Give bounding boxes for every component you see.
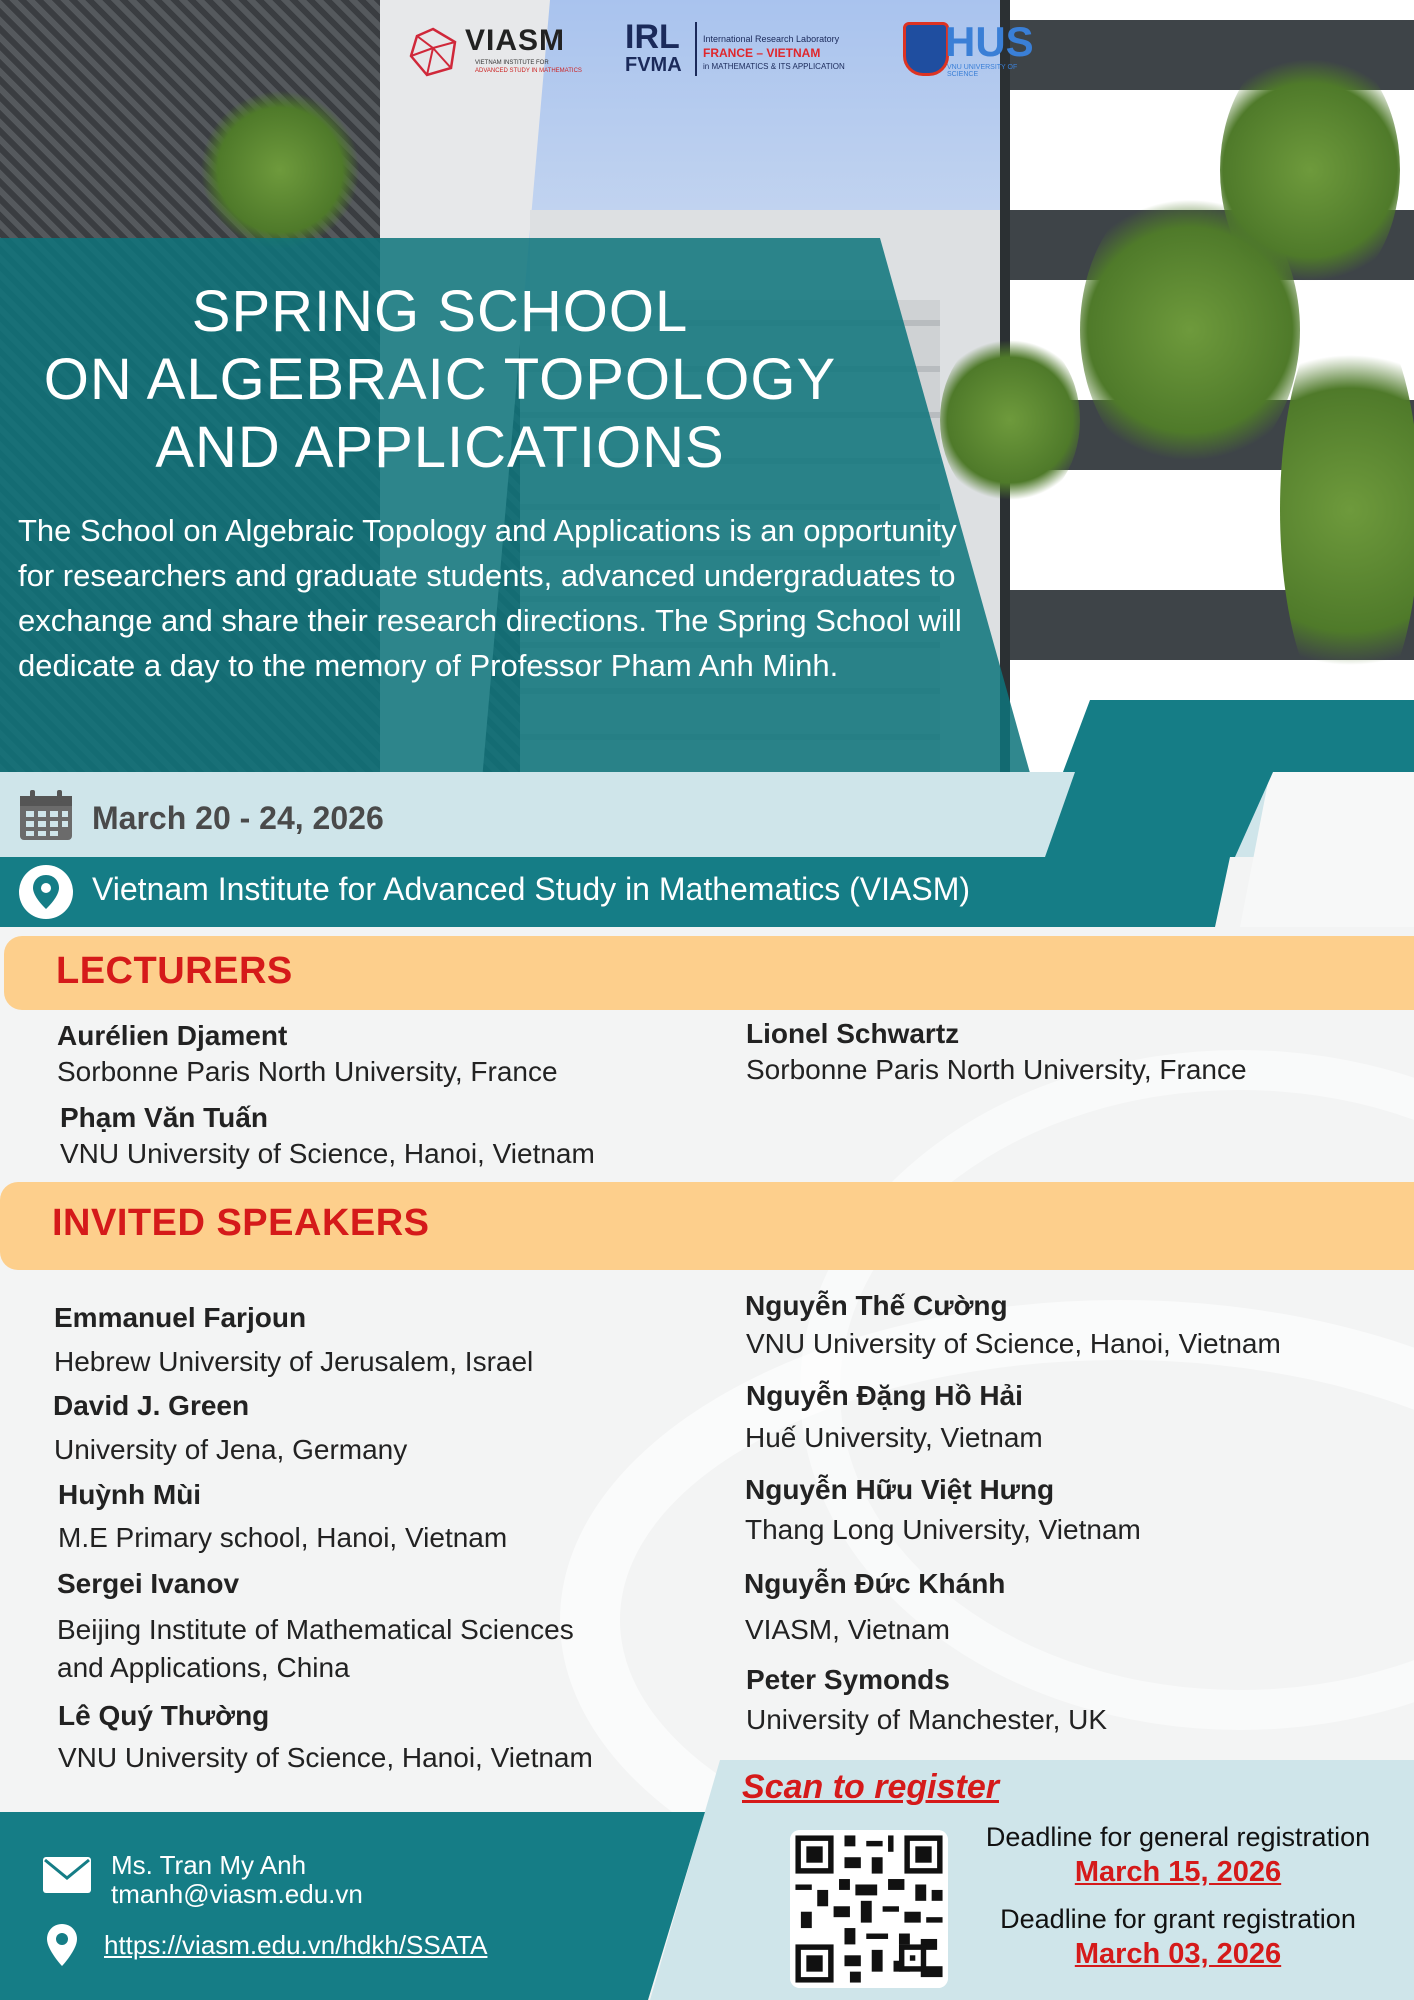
hus-wordmark: HUS: [945, 18, 1034, 65]
viasm-wordmark: VIASM: [465, 24, 566, 57]
lecturer-name: Phạm Văn Tuấn: [60, 1102, 268, 1133]
general-deadline-date: March 15, 2026: [1074, 1856, 1282, 1888]
scan-to-register-label: Scan to register: [742, 1768, 999, 1806]
speaker-affiliation: Thang Long University, Vietnam: [745, 1514, 1141, 1545]
speaker-name: Nguyễn Thế Cường: [745, 1290, 1008, 1321]
irl-wordmark: IRL: [625, 18, 680, 56]
decor-corner: [1060, 700, 1414, 780]
fvma-wordmark: FVMA: [625, 54, 682, 76]
speaker-name: Emmanuel Farjoun: [54, 1302, 307, 1333]
speaker-name: Lê Quý Thường: [58, 1700, 270, 1731]
hus-subtitle: VNU UNIVERSITY OF SCIENCE: [947, 64, 1018, 78]
viasm-logo: [407, 22, 597, 82]
greenery: [1280, 300, 1414, 720]
speaker-name: Sergei Ivanov: [57, 1568, 240, 1599]
speaker-affiliation: University of Manchester, UK: [746, 1704, 1108, 1735]
speaker-name: Nguyễn Hữu Việt Hưng: [745, 1474, 1055, 1505]
viasm-subtitle: VIETNAM INSTITUTE FOR: [475, 60, 549, 66]
lecturer-name: Aurélien Djament: [57, 1020, 288, 1051]
speaker-affiliation: M.E Primary school, Hanoi, Vietnam: [58, 1522, 508, 1553]
greenery: [200, 90, 360, 250]
lecturers-heading: LECTURERS: [56, 950, 293, 992]
event-location: Vietnam Institute for Advanced Study in Mathematics (VIASM): [92, 871, 971, 907]
speaker-name: Peter Symonds: [746, 1664, 950, 1695]
greenery: [940, 330, 1080, 510]
speaker-name: Nguyễn Đặng Hồ Hải: [746, 1380, 1023, 1411]
speaker-affiliation: Hebrew University of Jerusalem, Israel: [54, 1346, 534, 1377]
grant-deadline-label: Deadline for grant registration: [1000, 1904, 1356, 1934]
hus-shield-icon: [903, 22, 949, 76]
speaker-affiliation: Huế University, Vietnam: [745, 1422, 1043, 1453]
lecturer-affiliation: VNU University of Science, Hanoi, Vietnam: [60, 1138, 595, 1169]
lecturer-affiliation: Sorbonne Paris North University, France: [746, 1054, 1247, 1085]
speaker-name: David J. Green: [53, 1390, 250, 1421]
title-line-2: ON ALGEBRAIC TOPOLOGY: [43, 347, 837, 412]
speaker-affiliation: VIASM, Vietnam: [745, 1614, 950, 1645]
irl-line3: in MATHEMATICS & ITS APPLICATION: [703, 62, 845, 71]
viasm-polyhedron-icon: [407, 26, 459, 78]
contact-email[interactable]: tmanh@viasm.edu.vn: [111, 1879, 363, 1909]
mail-icon: [42, 1856, 92, 1894]
speaker-affiliation: University of Jena, Germany: [54, 1434, 408, 1465]
speakers-heading: INVITED SPEAKERS: [52, 1202, 430, 1244]
decor-slant-teal: [1045, 772, 1275, 857]
qr-code[interactable]: [790, 1830, 948, 1988]
irl-line2: FRANCE – VIETNAM: [703, 46, 821, 60]
general-deadline-label: Deadline for general registration: [985, 1822, 1371, 1852]
calendar-icon: [18, 790, 74, 842]
speaker-affiliation: Beijing Institute of Mathematical Sciences: [57, 1614, 574, 1645]
contact-name: Ms. Tran My Anh: [111, 1850, 307, 1880]
lecturer-name: Lionel Schwartz: [746, 1018, 960, 1049]
event-url-link[interactable]: https://viasm.edu.vn/hdkh/SSATA: [104, 1930, 488, 1960]
location-pin-icon: [18, 864, 74, 920]
speaker-name: Nguyễn Đức Khánh: [744, 1568, 1006, 1599]
event-date: March 20 - 24, 2026: [92, 800, 384, 836]
speaker-affiliation-cont: and Applications, China: [57, 1652, 350, 1683]
title-line-3: AND APPLICATIONS: [155, 415, 725, 480]
speaker-affiliation: VNU University of Science, Hanoi, Vietnam: [58, 1742, 593, 1773]
title-line-1: SPRING SCHOOL: [191, 279, 689, 344]
viasm-subtitle-red: ADVANCED STUDY IN MATHEMATICS: [475, 68, 582, 74]
decor-slant: [1240, 772, 1414, 927]
greenery: [1220, 40, 1400, 300]
logo-divider: [695, 22, 697, 76]
grant-deadline-date: March 03, 2026: [1074, 1938, 1282, 1970]
lecturer-affiliation: Sorbonne Paris North University, France: [57, 1056, 558, 1087]
location-pin-icon: [44, 1922, 80, 1968]
speaker-name: Huỳnh Mùi: [58, 1479, 202, 1510]
intro-paragraph: The School on Algebraic Topology and Applications is an opportunity for researchers and graduate students, advanced undergraduates to exchange and share their research directions. The Spring School will dedicate a day to the memory of Professor Pham Anh Minh.: [18, 513, 962, 683]
speaker-affiliation: VNU University of Science, Hanoi, Vietnam: [746, 1328, 1281, 1359]
logo-row: [405, 18, 1045, 88]
irl-line1: International Research Laboratory: [703, 34, 840, 44]
